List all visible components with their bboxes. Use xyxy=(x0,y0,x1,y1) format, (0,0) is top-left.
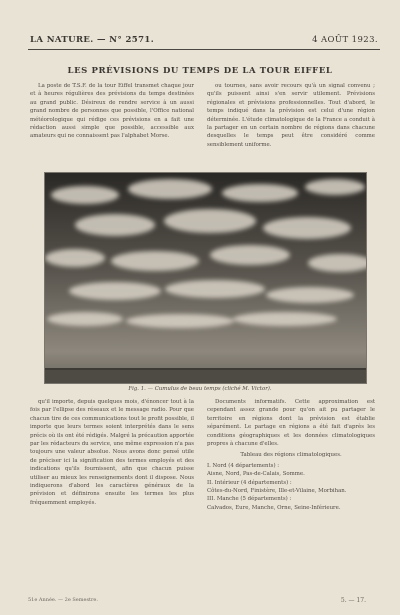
region-line: Aisne, Nord, Pas-de-Calais, Somme. xyxy=(207,471,305,478)
region-line: Calvados, Eure, Manche, Orne, Seine-Inférieure. xyxy=(207,504,341,511)
region-line: III. Manche (5 départements) : xyxy=(207,496,292,503)
text-column-top-right xyxy=(207,82,375,172)
region-line: Côtes-du-Nord, Finistère, Ille-et-Vilaine, Morbihan. xyxy=(207,488,347,495)
region-line: II. Intérieur (4 départements) : xyxy=(207,479,292,486)
text-column-bottom-left xyxy=(30,398,194,586)
issue-date: 4 AOÛT 1923. xyxy=(312,35,378,45)
page-header xyxy=(30,35,378,49)
footer-volume: 51e Année. — 2e Semestre. xyxy=(28,597,98,603)
header-rule xyxy=(28,49,380,50)
article-title: LES PRÉVISIONS DU TEMPS DE LA TOUR EIFFEL xyxy=(67,66,333,76)
journal-name: LA NATURE. — N° 2571. xyxy=(30,35,155,45)
page-footer xyxy=(28,597,378,607)
paragraph: La poste de T.S.F. de la tour Eiffel transmet chaque jour et à heures régulières des prévisions du temps destinées au grand public. Désireux de rendre service à un aussi grand nombre de personnes que possible, l'Office national météorologique qui rédige ces prévisions en a fait une rédaction aussi simple que possible, accessible aux amateurs qui ne connaissent pas l'alphabet Morse. xyxy=(30,83,194,140)
cloud-photograph xyxy=(44,172,367,384)
text-column-bottom-right xyxy=(207,398,375,586)
paragraph: qu'il importe, depuis quelques mois, d'énoncer tout à la fois par l'ellipse des réseaux et le message radio. Pour que chacun tire de ces communications tout le profit possible, il importe que leurs termes soient interprétés dans le sens précis où ils ont été rédigés. Malgré la précaution apportée par les rédacteurs du service, une même expression n'a pas toujours une valeur absolue. Nous avons donc pensé utile de préciser ici la signification des termes employés et des indications qu'ils fournissent, afin que chacun puisse utiliser au mieux les renseignements dont il dispose. Nous indiquerons d'abord les caractères généraux de la prévision et définirons ensuite les termes les plus fréquemment employés. xyxy=(30,399,194,506)
region-line: I. Nord (4 départements) : xyxy=(207,462,280,469)
paragraph: Documents informatifs. Cette approximation est cependant assez grande pour qu'on ait pu partager le territoire en régions dont la prévision est établie séparément. Le partage en régions a été fait d'après les conditions géographiques et les données climatologiques propres à chacune d'elles. xyxy=(207,399,375,448)
footer-signature: 5. — 17. xyxy=(340,597,366,604)
paragraph: ou tournes, sans avoir recours qu'à un signal convenu ; qu'ils puissent ainsi s'en servir utilement. Prévisions régionales et prévisions professionnelles. Tout d'abord, le temps indiqué dans la prévision est celui d'une région déterminée. L'étude climatologique de la France a conduit à la partager en un certain nombre de régions dans chacune desquelles le temps peut être considéré comme sensiblement uniforme. xyxy=(207,83,375,148)
text-column-top-left xyxy=(30,82,194,172)
regions-heading: Tableau des régions climatologiques. xyxy=(240,452,342,459)
figure-caption: Fig. 1. — Cumulus de beau temps (cliché M. Victor). xyxy=(128,386,272,392)
